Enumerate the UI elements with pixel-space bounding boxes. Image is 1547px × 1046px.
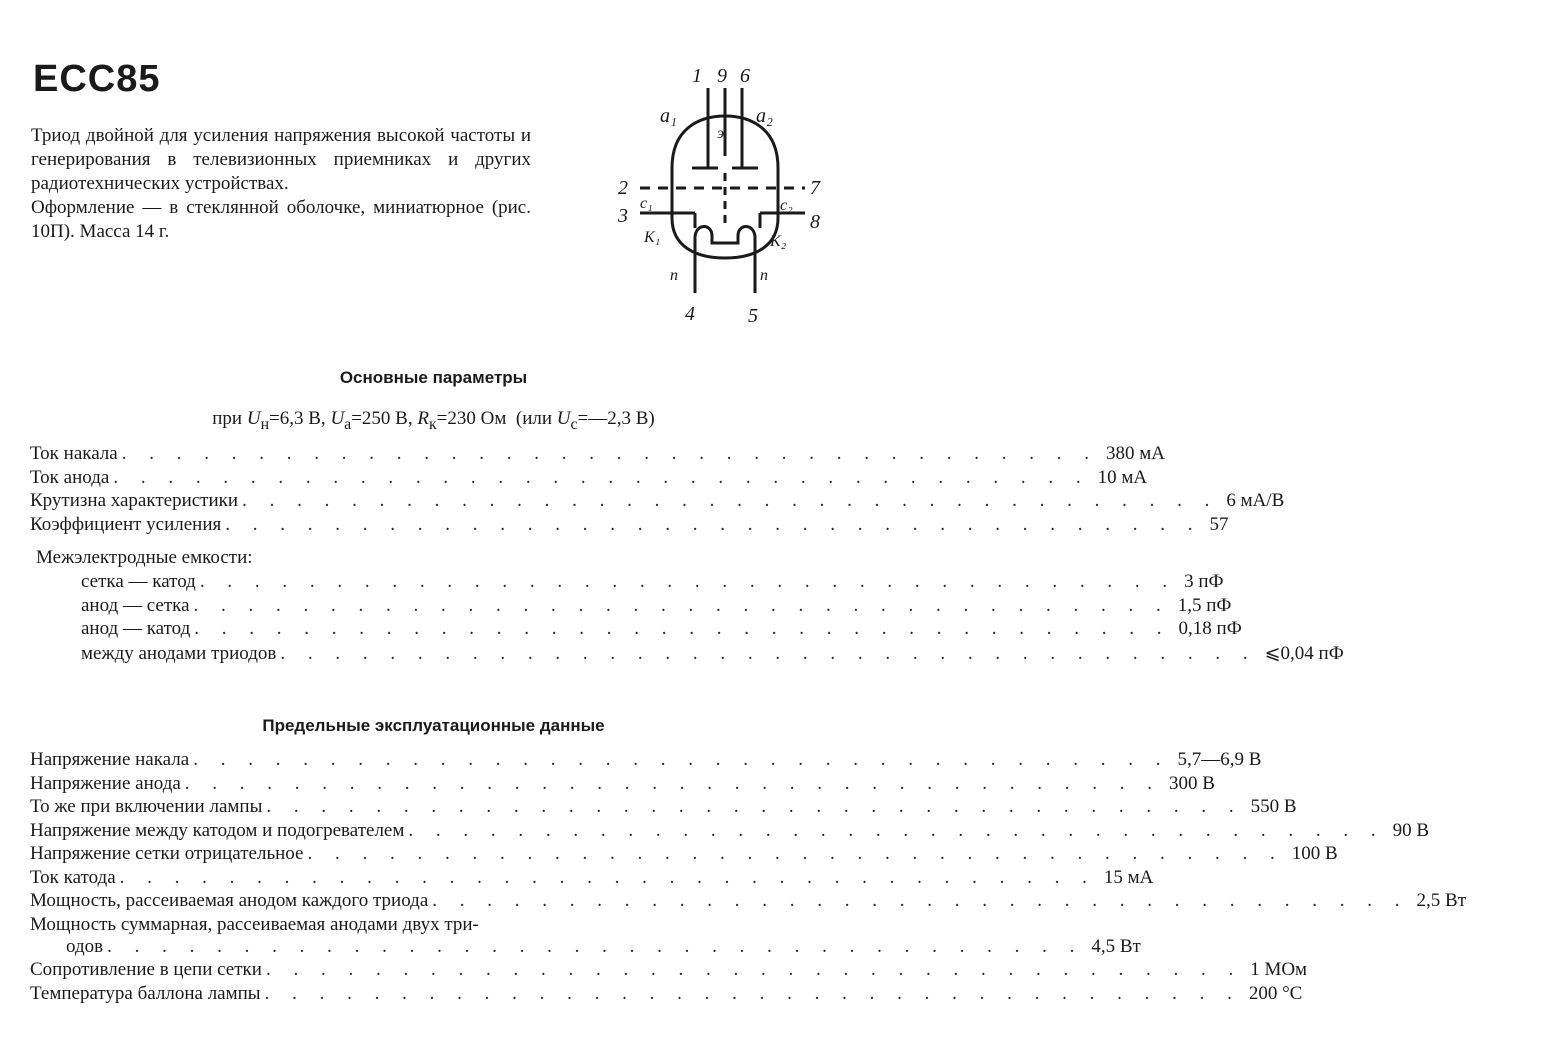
param-row <box>30 513 1229 538</box>
param-value: 6 мА/В <box>1226 490 1285 511</box>
limit-row <box>30 796 1297 820</box>
leader-dots: . . . . . . . . . . . . . . . . . . . . . . . . . . . . . . . . . . . . <box>432 890 1409 911</box>
leader-dots: . . . . . . . . . . . . . . . . . . . . . . . . . . . . . . . . . . . . <box>242 490 1219 511</box>
param-label: анод — сетка <box>81 594 190 616</box>
param-label: Ток анода <box>30 466 110 488</box>
description-design: Оформление — в стеклянной оболочке, миниатюрное (рис. 10П). Масса 14 г. <box>31 197 531 242</box>
param-value: 200 °С <box>1248 982 1303 1004</box>
param-label: анод — катод <box>81 618 191 639</box>
capacitance-row <box>30 571 1224 595</box>
anode2-label: a₂ <box>756 105 773 127</box>
param-value: 10 мА <box>1097 466 1148 488</box>
param-label: То же при включении лампы <box>30 796 263 817</box>
pin-3-label: 3 <box>618 205 628 227</box>
param-label: сетка — катод <box>81 571 196 592</box>
leader-dots: . . . . . . . . . . . . . . . . . . . . . . . . . . . . . . . . . . . . <box>194 618 1171 639</box>
param-label: Напряжение накала <box>30 749 190 770</box>
param-value: 300 В <box>1169 772 1215 794</box>
heater1-label: п <box>670 267 678 284</box>
pin-7-label: 7 <box>810 177 820 199</box>
leader-dots: . . . . . . . . . . . . . . . . . . . . . . . . . . . . . . . . . . . . <box>113 466 1090 488</box>
limit-row <box>30 959 1308 983</box>
leader-dots: . . . . . . . . . . . . . . . . . . . . . . . . . . . . . . . . . . . . <box>193 749 1170 770</box>
limits-heading: Предельные эксплуатационные данные <box>262 716 605 735</box>
heater2-label: п <box>760 267 768 284</box>
conditions-prefix: при <box>212 408 243 429</box>
param-value: 1,5 пФ <box>1177 594 1232 616</box>
pin-6-label: 6 <box>740 65 750 87</box>
capacitance-heading: Межэлектродные емкости: <box>36 547 253 568</box>
cathode-resistor-value: =230 Ом <box>436 408 507 429</box>
param-value: 2,5 Вт <box>1416 890 1466 911</box>
leader-dots: . . . . . . . . . . . . . . . . . . . . . . . . . . . . . . . . . . . . <box>264 982 1241 1004</box>
param-label: Коэффициент усиления <box>30 513 222 535</box>
leader-dots: . . . . . . . . . . . . . . . . . . . . . . . . . . . . . . . . . . . . <box>266 796 1243 817</box>
param-label: Крутизна характеристики <box>30 490 239 511</box>
leader-dots: . . . . . . . . . . . . . . . . . . . . . . . . . . . . . . . . . . . . <box>408 819 1385 841</box>
pin-2-label: 2 <box>618 177 628 199</box>
param-label: Напряжение анода <box>30 772 181 794</box>
cathode1-label: K₁ <box>644 229 661 246</box>
cathode2-label: K₂ <box>770 233 787 250</box>
param-row <box>30 466 1148 491</box>
param-row <box>30 443 1165 467</box>
limit-row <box>30 890 1466 914</box>
grid-voltage-symbol: U <box>556 408 571 429</box>
heater-voltage-symbol: U <box>246 408 261 429</box>
grid2-label: c₂ <box>780 197 793 214</box>
param-row <box>30 490 1285 514</box>
param-value: 5,7—6,9 В <box>1177 749 1262 770</box>
screen-label: э <box>717 125 725 142</box>
grid1-label: c₁ <box>640 195 653 212</box>
param-value: 100 В <box>1291 843 1338 864</box>
limit-row <box>30 982 1303 1007</box>
pin-9-label: 9 <box>717 65 727 87</box>
leader-dots: . . . . . . . . . . . . . . . . . . . . . . . . . . . . . . . . . . . . <box>121 443 1098 464</box>
pinout-diagram <box>600 58 840 338</box>
param-label-line1: Мощность суммарная, рассеиваемая анодами двух три- <box>30 913 479 935</box>
limit-row-multiline-second <box>30 935 1141 960</box>
description-purpose: Триод двойной для усиления напряжения высокой частоты и генерирования в телевизионных приемниках и других радиотехнических устройствах. <box>31 125 531 194</box>
anode-voltage-value: =250 В, <box>351 408 413 429</box>
grid-voltage-value: =—2,3 В) <box>577 408 655 429</box>
param-value: 90 В <box>1392 819 1430 841</box>
cathode-resistor-symbol: R <box>417 408 429 429</box>
basic-params-list <box>30 443 1344 665</box>
pin-1-label: 1 <box>692 65 702 87</box>
leader-dots: . . . . . . . . . . . . . . . . . . . . . . . . . . . . . . . . . . . . <box>184 772 1162 794</box>
anode-voltage-subscript: а <box>344 415 352 433</box>
limit-row <box>30 866 1154 891</box>
capacitance-row <box>30 618 1242 642</box>
anode1-label: a₁ <box>660 105 677 127</box>
heater-voltage-value: =6,3 В, <box>269 408 326 429</box>
grid-voltage-subscript: с <box>570 415 578 433</box>
alternative-prefix: (или <box>515 408 553 429</box>
pin-8-label: 8 <box>810 211 820 233</box>
param-label: Сопротивление в цепи сетки <box>30 959 262 980</box>
param-label: Мощность, рассеиваемая анодом каждого триода <box>30 890 429 911</box>
heater-voltage-subscript: н <box>260 415 270 433</box>
param-value: 0,18 пФ <box>1178 618 1242 639</box>
param-label: Напряжение между катодом и подогревателем <box>30 819 405 841</box>
param-label: Температура баллона лампы <box>30 982 261 1004</box>
leader-dots: . . . . . . . . . . . . . . . . . . . . . . . . . . . . . . . . . . . . <box>280 642 1257 664</box>
limit-row <box>30 749 1262 773</box>
leader-dots: . . . . . . . . . . . . . . . . . . . . . . . . . . . . . . . . . . . . <box>107 935 1084 957</box>
param-label: Ток накала <box>30 443 118 464</box>
limit-row <box>30 772 1215 797</box>
param-label: между анодами триодов <box>81 642 277 664</box>
limit-row-multiline-first <box>30 914 830 936</box>
capacitance-row <box>30 594 1232 619</box>
pin-5-label: 5 <box>748 305 758 327</box>
param-value: 15 мА <box>1103 866 1154 888</box>
capacitance-row <box>30 642 1344 666</box>
basic-params-heading: Основные параметры <box>339 368 528 387</box>
leader-dots: . . . . . . . . . . . . . . . . . . . . . . . . . . . . . . . . . . . . <box>225 513 1202 535</box>
limit-row <box>30 843 1338 867</box>
param-value: 380 мА <box>1105 443 1165 464</box>
param-value: 1 МОм <box>1250 959 1308 980</box>
leader-dots: . . . . . . . . . . . . . . . . . . . . . . . . . . . . . . . . . . . . <box>119 866 1096 888</box>
limit-row <box>30 819 1430 844</box>
param-value: 57 <box>1209 513 1229 535</box>
param-value: ⩽0,04 пФ <box>1264 642 1344 664</box>
limits-list <box>30 749 1466 1006</box>
param-value: 550 В <box>1250 796 1297 817</box>
description <box>31 124 531 244</box>
leader-dots: . . . . . . . . . . . . . . . . . . . . . . . . . . . . . . . . . . . . <box>199 571 1177 592</box>
leader-dots: . . . . . . . . . . . . . . . . . . . . . . . . . . . . . . . . . . . . <box>265 959 1243 980</box>
tube-title: ECC85 <box>33 58 161 100</box>
param-label: Напряжение сетки отрицательное <box>30 843 304 864</box>
measurement-conditions <box>0 408 867 434</box>
param-value: 3 пФ <box>1184 571 1224 592</box>
pin-4-label: 4 <box>685 303 695 325</box>
leader-dots: . . . . . . . . . . . . . . . . . . . . . . . . . . . . . . . . . . . . <box>307 843 1284 864</box>
param-value: 4,5 Вт <box>1091 935 1141 957</box>
cathode-resistor-subscript: к <box>428 415 437 433</box>
param-label: Ток катода <box>30 866 116 888</box>
anode-voltage-symbol: U <box>330 408 345 429</box>
param-label-line2: одов <box>66 935 104 957</box>
leader-dots: . . . . . . . . . . . . . . . . . . . . . . . . . . . . . . . . . . . . <box>193 594 1170 616</box>
